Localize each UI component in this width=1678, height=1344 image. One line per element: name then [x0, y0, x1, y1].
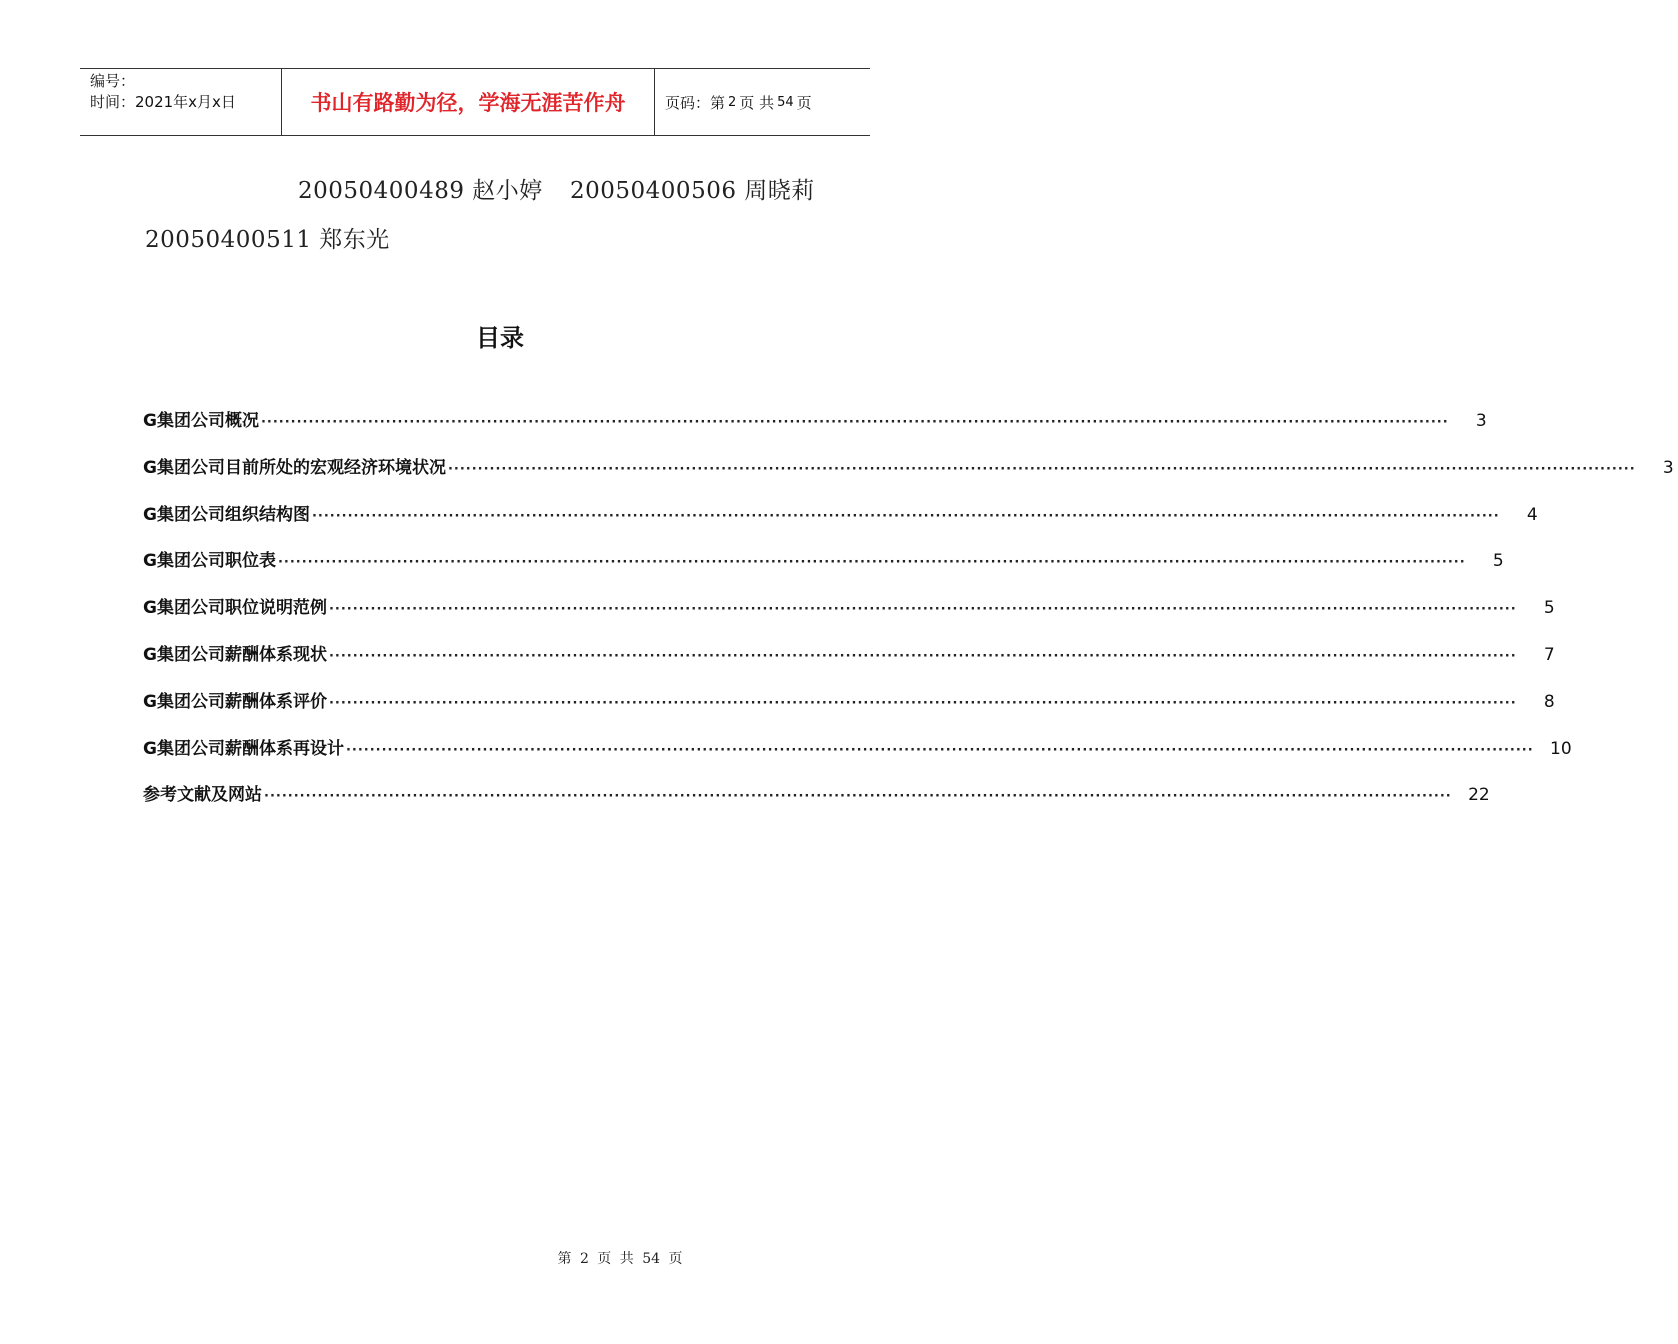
page-number: 2: [728, 94, 737, 110]
page-suffix: 页: [796, 93, 812, 112]
table-of-contents: [143, 406, 1674, 827]
toc-dot-leader: ········································································································································································································: [345, 742, 1534, 758]
toc-dot-leader: ········································································································································································································: [328, 648, 1517, 664]
toc-entry-label: G集团公司职位表: [143, 551, 276, 572]
page-mid: 页 共: [739, 93, 775, 112]
toc-entry-page: 10: [1550, 738, 1572, 759]
toc-dot-leader: ········································································································································································································: [277, 555, 1466, 571]
toc-entry[interactable]: [143, 687, 1555, 734]
toc-entry[interactable]: [143, 734, 1572, 781]
header-meta: [80, 69, 282, 135]
toc-entry-label: G集团公司薪酬体系评价: [143, 691, 327, 712]
toc-entry-label: G集团公司概况: [143, 411, 259, 431]
page-footer: 第 2 页 共 54 页: [557, 1251, 683, 1267]
toc-entry-label: G集团公司薪酬体系再设计: [143, 738, 344, 759]
toc-entry[interactable]: [143, 593, 1555, 640]
header-motto: 书山有路勤为径，学海无涯苦作舟: [282, 69, 655, 135]
page-header: [80, 68, 870, 136]
toc-entry-label: G集团公司目前所处的宏观经济环境状况: [143, 457, 446, 478]
toc-entry[interactable]: [143, 780, 1490, 827]
page-total: 54: [777, 94, 794, 110]
page-prefix: 页码：第: [665, 93, 726, 112]
toc-dot-leader: ········································································································································································································: [328, 602, 1517, 618]
toc-title: 目录: [476, 324, 524, 352]
toc-entry-page: 5: [1543, 598, 1555, 619]
toc-entry-label: G集团公司组织结构图: [143, 504, 310, 525]
toc-dot-leader: ········································································································································································································: [264, 789, 1452, 805]
toc-entry-label: G集团公司薪酬体系现状: [143, 644, 327, 665]
time-label: 时间：2021年x月x日: [90, 93, 236, 111]
toc-entry-page: 3: [1662, 457, 1674, 478]
toc-entry-page: 8: [1543, 691, 1555, 712]
toc-entry[interactable]: [143, 453, 1674, 500]
toc-dot-leader: ········································································································································································································: [260, 415, 1449, 430]
toc-entry[interactable]: [143, 546, 1504, 593]
author-entry: 20050400511 郑东光: [145, 227, 390, 253]
toc-entry-label: 参考文献及网站: [143, 785, 262, 806]
toc-entry[interactable]: [143, 406, 1487, 453]
toc-entry-page: 4: [1526, 504, 1538, 525]
header-page-info: [655, 69, 870, 135]
toc-entry-page: 22: [1468, 785, 1490, 806]
toc-entry-page: 7: [1543, 644, 1555, 665]
serial-label: 编号：: [90, 72, 136, 90]
toc-dot-leader: ········································································································································································································: [311, 508, 1500, 524]
toc-entry[interactable]: [143, 640, 1555, 687]
toc-entry[interactable]: [143, 500, 1538, 547]
author-entry: 20050400506 周晓莉: [570, 178, 815, 204]
toc-entry-page: 3: [1475, 411, 1487, 431]
author-entry: 20050400489 赵小婷: [298, 178, 543, 204]
toc-entry-label: G集团公司职位说明范例: [143, 598, 327, 619]
toc-dot-leader: ········································································································································································································: [328, 695, 1517, 711]
toc-entry-page: 5: [1492, 551, 1504, 572]
toc-dot-leader: ········································································································································································································: [447, 461, 1636, 477]
